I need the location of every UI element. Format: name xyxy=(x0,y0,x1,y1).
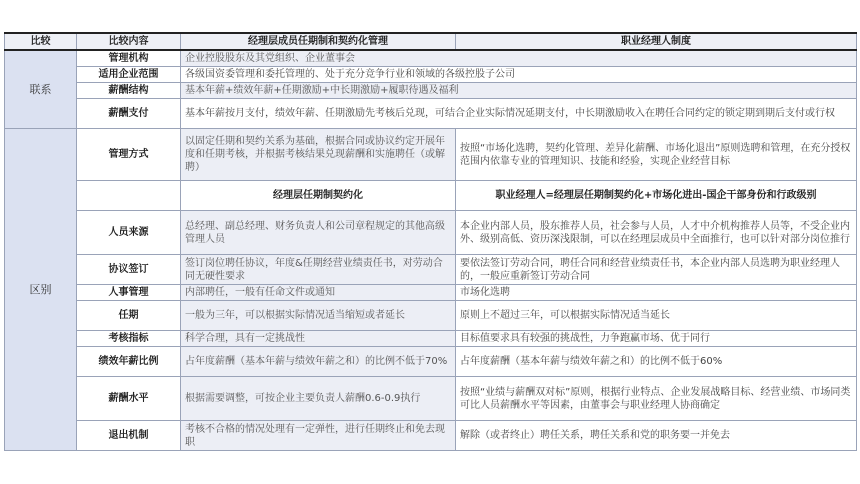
row-label: 协议签订 xyxy=(77,255,181,285)
row-label: 薪酬水平 xyxy=(77,377,181,421)
tenure-cell: 科学合理，具有一定挑战性 xyxy=(181,331,456,347)
row-label: 薪酬支付 xyxy=(77,99,181,129)
professional-cell: 市场化选聘 xyxy=(456,285,857,301)
tenure-cell: 总经理、副总经理、财务负责人和公司章程规定的其他高级管理人员 xyxy=(181,211,456,255)
table-row xyxy=(5,255,857,285)
table-row xyxy=(5,129,857,181)
table-row xyxy=(5,421,857,451)
table-row xyxy=(5,331,857,347)
table-row xyxy=(5,67,857,83)
tenure-cell: 占年度薪酬（基本年薪与绩效年薪之和）的比例不低于70% xyxy=(181,347,456,377)
row-label: 退出机制 xyxy=(77,421,181,451)
table-row xyxy=(5,377,857,421)
header-professional: 职业经理人制度 xyxy=(456,33,857,50)
professional-cell: 按照“业绩与薪酬双对标”原则，根据行业特点、企业发展战略目标、经营业绩、市场同类可比人员薪酬水平等因素，由董事会与职业经理人协商确定 xyxy=(456,377,857,421)
row-text: 各级国资委管理和委托管理的、处于充分竞争行业和领域的各级控股子公司 xyxy=(181,67,857,83)
professional-cell: 本企业内部人员，股东推荐人员，社会参与人员，人才中介机构推荐人员等，不受企业内外、级别高低、资历深浅限制，可以在经理层成员中全面推行，也可以针对部分岗位推行 xyxy=(456,211,857,255)
table-row xyxy=(5,285,857,301)
row-label: 考核指标 xyxy=(77,331,181,347)
group-relation: 联系 xyxy=(5,50,77,129)
row-text: 基本年薪+绩效年薪+任期激励+中长期激励+履职待遇及福利 xyxy=(181,83,857,99)
comparison-table xyxy=(4,32,857,451)
header-content: 比较内容 xyxy=(77,33,181,50)
professional-cell: 目标值要求具有较强的挑战性，力争跑赢市场、优于同行 xyxy=(456,331,857,347)
header-tenure: 经理层成员任期制和契约化管理 xyxy=(181,33,456,50)
subheader-professional: 职业经理人=经理层任期制契约化+市场化进出-国企干部身份和行政级别 xyxy=(456,181,857,211)
tenure-cell: 根据需要调整，可按企业主要负责人薪酬0.6-0.9执行 xyxy=(181,377,456,421)
table-row xyxy=(5,50,857,67)
header-compare: 比较 xyxy=(5,33,77,50)
professional-cell: 原则上不超过三年，可以根据实际情况适当延长 xyxy=(456,301,857,331)
header-row xyxy=(5,33,857,50)
row-label: 人事管理 xyxy=(77,285,181,301)
tenure-cell: 考核不合格的情况处理有一定弹性，进行任期终止和免去现职 xyxy=(181,421,456,451)
row-label: 薪酬结构 xyxy=(77,83,181,99)
table-row xyxy=(5,301,857,331)
professional-cell: 占年度薪酬（基本年薪与绩效年薪之和）的比例不低于60% xyxy=(456,347,857,377)
table-row xyxy=(5,99,857,129)
row-label: 适用企业范围 xyxy=(77,67,181,83)
row-label: 人员来源 xyxy=(77,211,181,255)
row-label: 绩效年薪比例 xyxy=(77,347,181,377)
professional-cell: 按照“市场化选聘，契约化管理、差异化薪酬、市场化退出”原则选聘和管理，在充分授权范围内依靠专业的管理知识、技能和经验，实现企业经营目标 xyxy=(456,129,857,181)
group-difference: 区别 xyxy=(5,129,77,451)
subheader-row xyxy=(5,181,857,211)
row-label: 任期 xyxy=(77,301,181,331)
subheader-tenure: 经理层任期制契约化 xyxy=(181,181,456,211)
tenure-cell: 以固定任期和契约关系为基础，根据合同或协议约定开展年度和任期考核，并根据考核结果兑现薪酬和实施聘任（或解聘） xyxy=(181,129,456,181)
professional-cell: 解除（或者终止）聘任关系，聘任关系和党的职务要一并免去 xyxy=(456,421,857,451)
tenure-cell: 内部聘任，一般有任命文件或通知 xyxy=(181,285,456,301)
tenure-cell: 一般为三年，可以根据实际情况适当缩短或者延长 xyxy=(181,301,456,331)
table-row xyxy=(5,83,857,99)
subheader-empty xyxy=(77,181,181,211)
row-label: 管理方式 xyxy=(77,129,181,181)
tenure-cell: 签订岗位聘任协议，年度&任期经营业绩责任书，对劳动合同无硬性要求 xyxy=(181,255,456,285)
table-row xyxy=(5,347,857,377)
row-label: 管理机构 xyxy=(77,50,181,67)
row-text: 基本年薪按月支付，绩效年薪、任期激励先考核后兑现，可结合企业实际情况延期支付，中长期激励收入在聘任合同约定的锁定期到期后支付或行权 xyxy=(181,99,857,129)
row-text: 企业控股股东及其党组织、企业董事会 xyxy=(181,50,857,67)
table-row xyxy=(5,211,857,255)
professional-cell: 要依法签订劳动合同，聘任合同和经营业绩责任书，本企业内部人员选聘为职业经理人的，一般应重新签订劳动合同 xyxy=(456,255,857,285)
